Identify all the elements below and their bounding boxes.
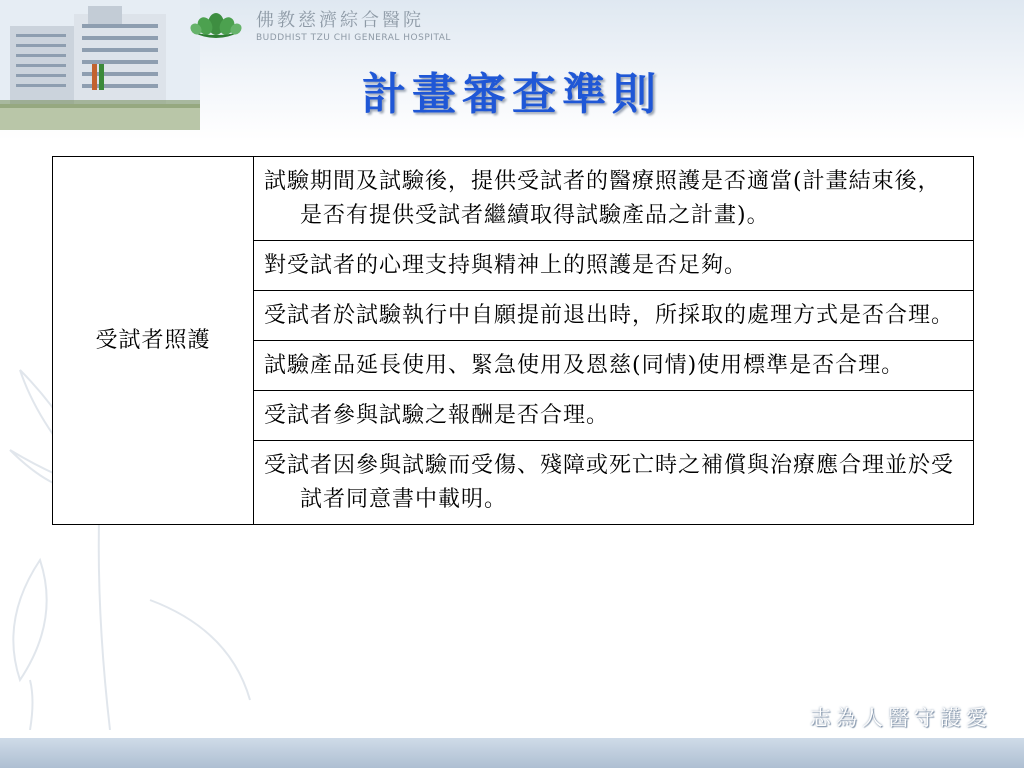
criteria-text: 對受試者的心理支持與精神上的照護是否足夠。 xyxy=(264,253,748,278)
criteria-item xyxy=(254,241,974,291)
page-title: 計畫審查準則 xyxy=(362,69,662,120)
review-criteria-table xyxy=(52,156,974,525)
criteria-item xyxy=(254,291,974,341)
hospital-name-cn: 佛教慈濟綜合醫院 xyxy=(256,10,424,31)
hospital-name-en: BUDDHIST TZU CHI GENERAL HOSPITAL xyxy=(256,33,451,43)
criteria-text: 試驗產品延長使用、緊急使用及恩慈(同情)使用標準是否合理。 xyxy=(264,353,905,378)
criteria-text: 受試者於試驗執行中自願提前退出時，所採取的處理方式是否合理。 xyxy=(264,303,955,328)
criteria-text: 試驗期間及試驗後，提供受試者的醫療照護是否適當(計畫結束後，是否有提供受試者繼續取得試驗產品之計畫)。 xyxy=(264,169,941,228)
criteria-item xyxy=(254,441,974,525)
criteria-text: 受試者參與試驗之報酬是否合理。 xyxy=(264,403,610,428)
criteria-item xyxy=(254,157,974,241)
category-cell: 受試者照護 xyxy=(53,157,254,525)
criteria-text: 受試者因參與試驗而受傷、殘障或死亡時之補償與治療應合理並於受試者同意書中載明。 xyxy=(264,453,955,512)
criteria-item xyxy=(254,391,974,441)
table-row xyxy=(53,157,974,241)
tzu-chi-logo-icon xyxy=(186,8,246,42)
footer-bar xyxy=(0,738,1024,768)
criteria-item xyxy=(254,341,974,391)
footer-motto: 志為人醫守護愛 xyxy=(810,706,992,730)
